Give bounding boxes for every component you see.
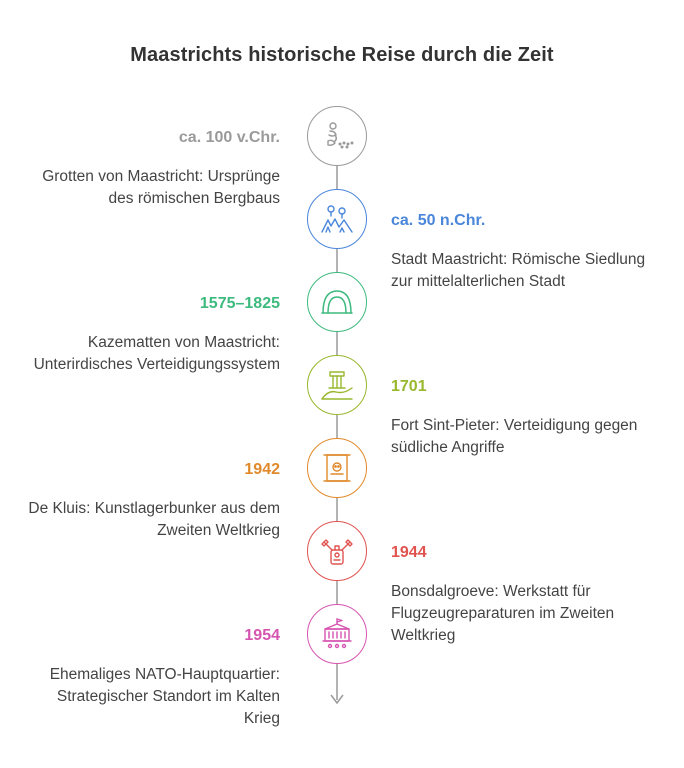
timeline-node-4 (307, 355, 367, 415)
bunker-vault-icon (318, 449, 356, 487)
event-year: 1575–1825 (199, 295, 280, 312)
event-description: Ehemaliges NATO-Hauptquartier: Strategischer Standort im Kalten Krieg (49, 666, 280, 727)
event-4 (391, 377, 651, 459)
event-5 (20, 460, 280, 542)
headquarters-building-icon (318, 615, 356, 653)
event-7 (20, 626, 280, 730)
event-year: 1954 (244, 627, 280, 644)
event-description: Stadt Maastricht: Römische Siedlung zur mittelalterlichen Stadt (391, 251, 646, 290)
timeline-node-5 (307, 438, 367, 498)
tunnel-arch-icon (318, 283, 356, 321)
event-3 (20, 294, 280, 376)
event-year: 1944 (391, 544, 427, 561)
event-year: ca. 50 n.Chr. (391, 212, 486, 229)
event-1 (20, 128, 280, 210)
event-2 (391, 211, 651, 293)
settlement-trees-icon (318, 200, 356, 238)
event-year: ca. 100 v.Chr. (178, 129, 280, 146)
cave-explorer-icon (318, 117, 356, 155)
event-description: Grotten von Maastricht: Ursprünge des römischen Bergbaus (42, 168, 280, 207)
event-description: Fort Sint-Pieter: Verteidigung gegen südliche Angriffe (391, 417, 638, 456)
page-title: Maastrichts historische Reise durch die Zeit (130, 44, 554, 66)
event-year: 1701 (391, 378, 427, 395)
event-year: 1942 (244, 461, 280, 478)
event-6 (391, 543, 651, 647)
timeline-node-2 (307, 189, 367, 249)
timeline-node-7 (307, 604, 367, 664)
timeline-node-3 (307, 272, 367, 332)
timeline-node-1 (307, 106, 367, 166)
fort-tower-icon (318, 366, 356, 404)
event-description: Kazematten von Maastricht: Unterirdisches Verteidigungssystem (33, 334, 280, 373)
event-description: Bonsdalgroeve: Werkstatt für Flugzeugreparaturen im Zweiten Weltkrieg (391, 583, 615, 644)
event-description: De Kluis: Kunstlagerbunker aus dem Zweiten Weltkrieg (28, 500, 280, 539)
workshop-tools-icon (318, 532, 356, 570)
timeline-node-6 (307, 521, 367, 581)
